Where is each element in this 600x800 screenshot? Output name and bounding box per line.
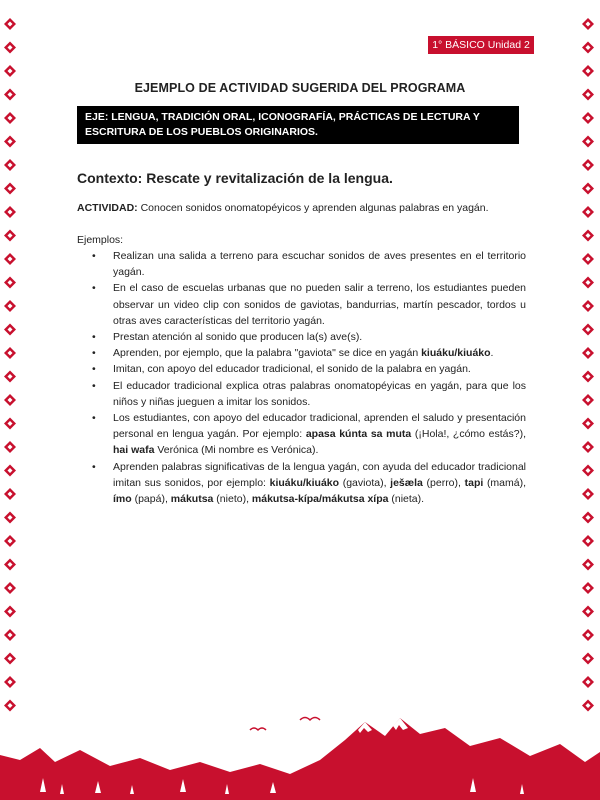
diamond-motif-icon (4, 676, 16, 688)
item-text: (mamá), (483, 476, 527, 489)
diamond-motif-icon (4, 629, 16, 641)
diamond-motif-icon (582, 300, 594, 312)
page-title: EJEMPLO DE ACTIVIDAD SUGERIDA DEL PROGRAMA (134, 81, 466, 95)
diamond-motif-icon (4, 371, 16, 383)
diamond-motif-icon (4, 183, 16, 195)
item-text: Aprenden palabras significativas de la lengua yagán, con ayuda del educador tradicional imitan sus sonidos, por ejemplo: (113, 460, 526, 489)
diamond-motif-icon (4, 606, 16, 618)
diamond-motif-icon (4, 206, 16, 218)
diamond-motif-icon (582, 206, 594, 218)
diamond-motif-icon (4, 441, 16, 453)
examples-label: Ejemplos: (77, 234, 124, 246)
diamond-motif-icon (4, 559, 16, 571)
item-text: (gaviota), (339, 476, 391, 489)
diamond-motif-icon (4, 230, 16, 242)
diamond-motif-icon (582, 65, 594, 77)
activity-label: ACTIVIDAD: (77, 202, 138, 214)
diamond-motif-icon (582, 394, 594, 406)
bullet-icon: • (92, 250, 96, 262)
item-text: (nieta). (388, 493, 425, 506)
list-item (77, 410, 526, 459)
diamond-motif-icon (582, 629, 594, 641)
diamond-motif-icon (582, 653, 594, 665)
list-item (77, 459, 526, 508)
item-text: Imitan, con apoyo del educador tradicional, el sonido de la palabra en yagán. (113, 363, 471, 376)
yagan-word: mákutsa-kípa/mákutsa xípa (251, 493, 389, 506)
diamond-motif-icon (4, 347, 16, 359)
activity-text: Conocen sonidos onomatopéyicos y aprenden algunas palabras en yagán. (137, 202, 489, 214)
diamond-motif-icon (4, 42, 16, 54)
grade-unit-badge: 1° BÁSICO Unidad 2 (428, 36, 534, 54)
diamond-motif-icon (582, 42, 594, 54)
diamond-motif-icon (4, 324, 16, 336)
diamond-motif-icon (4, 18, 16, 30)
item-text: . (490, 347, 494, 360)
yagan-word: ješæla (390, 476, 423, 489)
item-text: Aprenden, por ejemplo, que la palabra "gaviota" se dice en yagán (113, 347, 422, 360)
yagan-word: tapi (464, 476, 484, 489)
item-text: Los estudiantes, con apoyo del educador tradicional, aprenden el saludo y presentación personal en lengua yagán. Por ejemplo: (113, 412, 526, 441)
yagan-word: kiuáku/kiuáko (269, 476, 340, 489)
diamond-motif-icon (4, 394, 16, 406)
item-text: (perro), (422, 476, 465, 489)
diamond-motif-icon (582, 183, 594, 195)
mountain-silhouette (0, 718, 600, 800)
diamond-motif-icon (4, 512, 16, 524)
list-item (77, 378, 526, 410)
diamond-motif-icon (582, 230, 594, 242)
diamond-motif-icon (582, 606, 594, 618)
list-item (77, 280, 526, 329)
item-text: El educador tradicional explica otras palabras onomatopéyicas en yagán, para que los niños y niñas jueguen a imitar los sonidos. (113, 379, 526, 408)
yagan-word: kiuáku/kiuáko (421, 347, 491, 360)
diamond-motif-icon (582, 18, 594, 30)
diamond-motif-icon (4, 653, 16, 665)
context-heading: Contexto: Rescate y revitalización de la lengua. (77, 170, 393, 186)
bullet-icon: • (92, 412, 96, 425)
item-text: Prestan atención al sonido que producen la(s) ave(s). (113, 331, 363, 344)
right-border-motif (580, 18, 596, 718)
item-text: (nieto), (213, 493, 252, 506)
diamond-motif-icon (4, 300, 16, 312)
diamond-motif-icon (4, 582, 16, 594)
item-text: Realizan una salida a terreno para escuchar sonidos de aves presentes en el territorio yagán. (113, 250, 526, 279)
activity-paragraph (77, 202, 527, 214)
yagan-word: mákutsa (170, 493, 214, 506)
item-text: En el caso de escuelas urbanas que no pueden salir a terreno, los estudiantes pueden observar un video clip con sonidos de gaviotas, bandurrias, martín pescador, tordos u otras aves características del territorio yagán. (113, 282, 526, 327)
diamond-motif-icon (582, 535, 594, 547)
bullet-icon: • (92, 347, 96, 360)
diamond-motif-icon (582, 159, 594, 171)
diamond-motif-icon (4, 418, 16, 430)
diamond-motif-icon (582, 136, 594, 148)
bird-silhouette (250, 718, 320, 731)
diamond-motif-icon (4, 136, 16, 148)
yagan-word: hai wafa (113, 444, 155, 457)
diamond-motif-icon (582, 465, 594, 477)
diamond-motif-icon (4, 535, 16, 547)
diamond-motif-icon (582, 441, 594, 453)
diamond-motif-icon (4, 159, 16, 171)
diamond-motif-icon (582, 559, 594, 571)
diamond-motif-icon (582, 676, 594, 688)
examples-list (77, 248, 526, 507)
bullet-icon: • (92, 363, 96, 376)
bullet-icon: • (92, 460, 96, 473)
bullet-icon: • (92, 282, 96, 295)
list-item (77, 248, 526, 280)
eje-header-box: EJE: LENGUA, TRADICIÓN ORAL, ICONOGRAFÍA, PRÁCTICAS DE LECTURA Y ESCRITURA DE LOS PUEBLOS ORIGINARIOS. (77, 106, 519, 144)
diamond-motif-icon (4, 65, 16, 77)
patagonia-landscape-illustration (0, 700, 600, 800)
list-item (77, 329, 526, 345)
diamond-motif-icon (4, 277, 16, 289)
item-text: (¡Hola!, ¿cómo estás?), (411, 428, 526, 441)
left-border-motif (2, 18, 18, 718)
diamond-motif-icon (582, 371, 594, 383)
diamond-motif-icon (582, 418, 594, 430)
diamond-motif-icon (582, 488, 594, 500)
bullet-icon: • (92, 331, 96, 344)
list-item (77, 345, 526, 361)
item-text: (papá), (131, 493, 171, 506)
diamond-motif-icon (4, 253, 16, 265)
diamond-motif-icon (582, 582, 594, 594)
list-item (77, 361, 526, 377)
diamond-motif-icon (4, 112, 16, 124)
diamond-motif-icon (582, 324, 594, 336)
diamond-motif-icon (4, 465, 16, 477)
diamond-motif-icon (582, 347, 594, 359)
yagan-word: ímo (113, 493, 132, 506)
item-text: Verónica (Mi nombre es Verónica). (154, 444, 319, 457)
diamond-motif-icon (582, 112, 594, 124)
diamond-motif-icon (4, 488, 16, 500)
diamond-motif-icon (582, 277, 594, 289)
yagan-word: apasa kúnta sa muta (305, 428, 412, 441)
diamond-motif-icon (582, 253, 594, 265)
bullet-icon: • (92, 379, 96, 392)
diamond-motif-icon (582, 512, 594, 524)
